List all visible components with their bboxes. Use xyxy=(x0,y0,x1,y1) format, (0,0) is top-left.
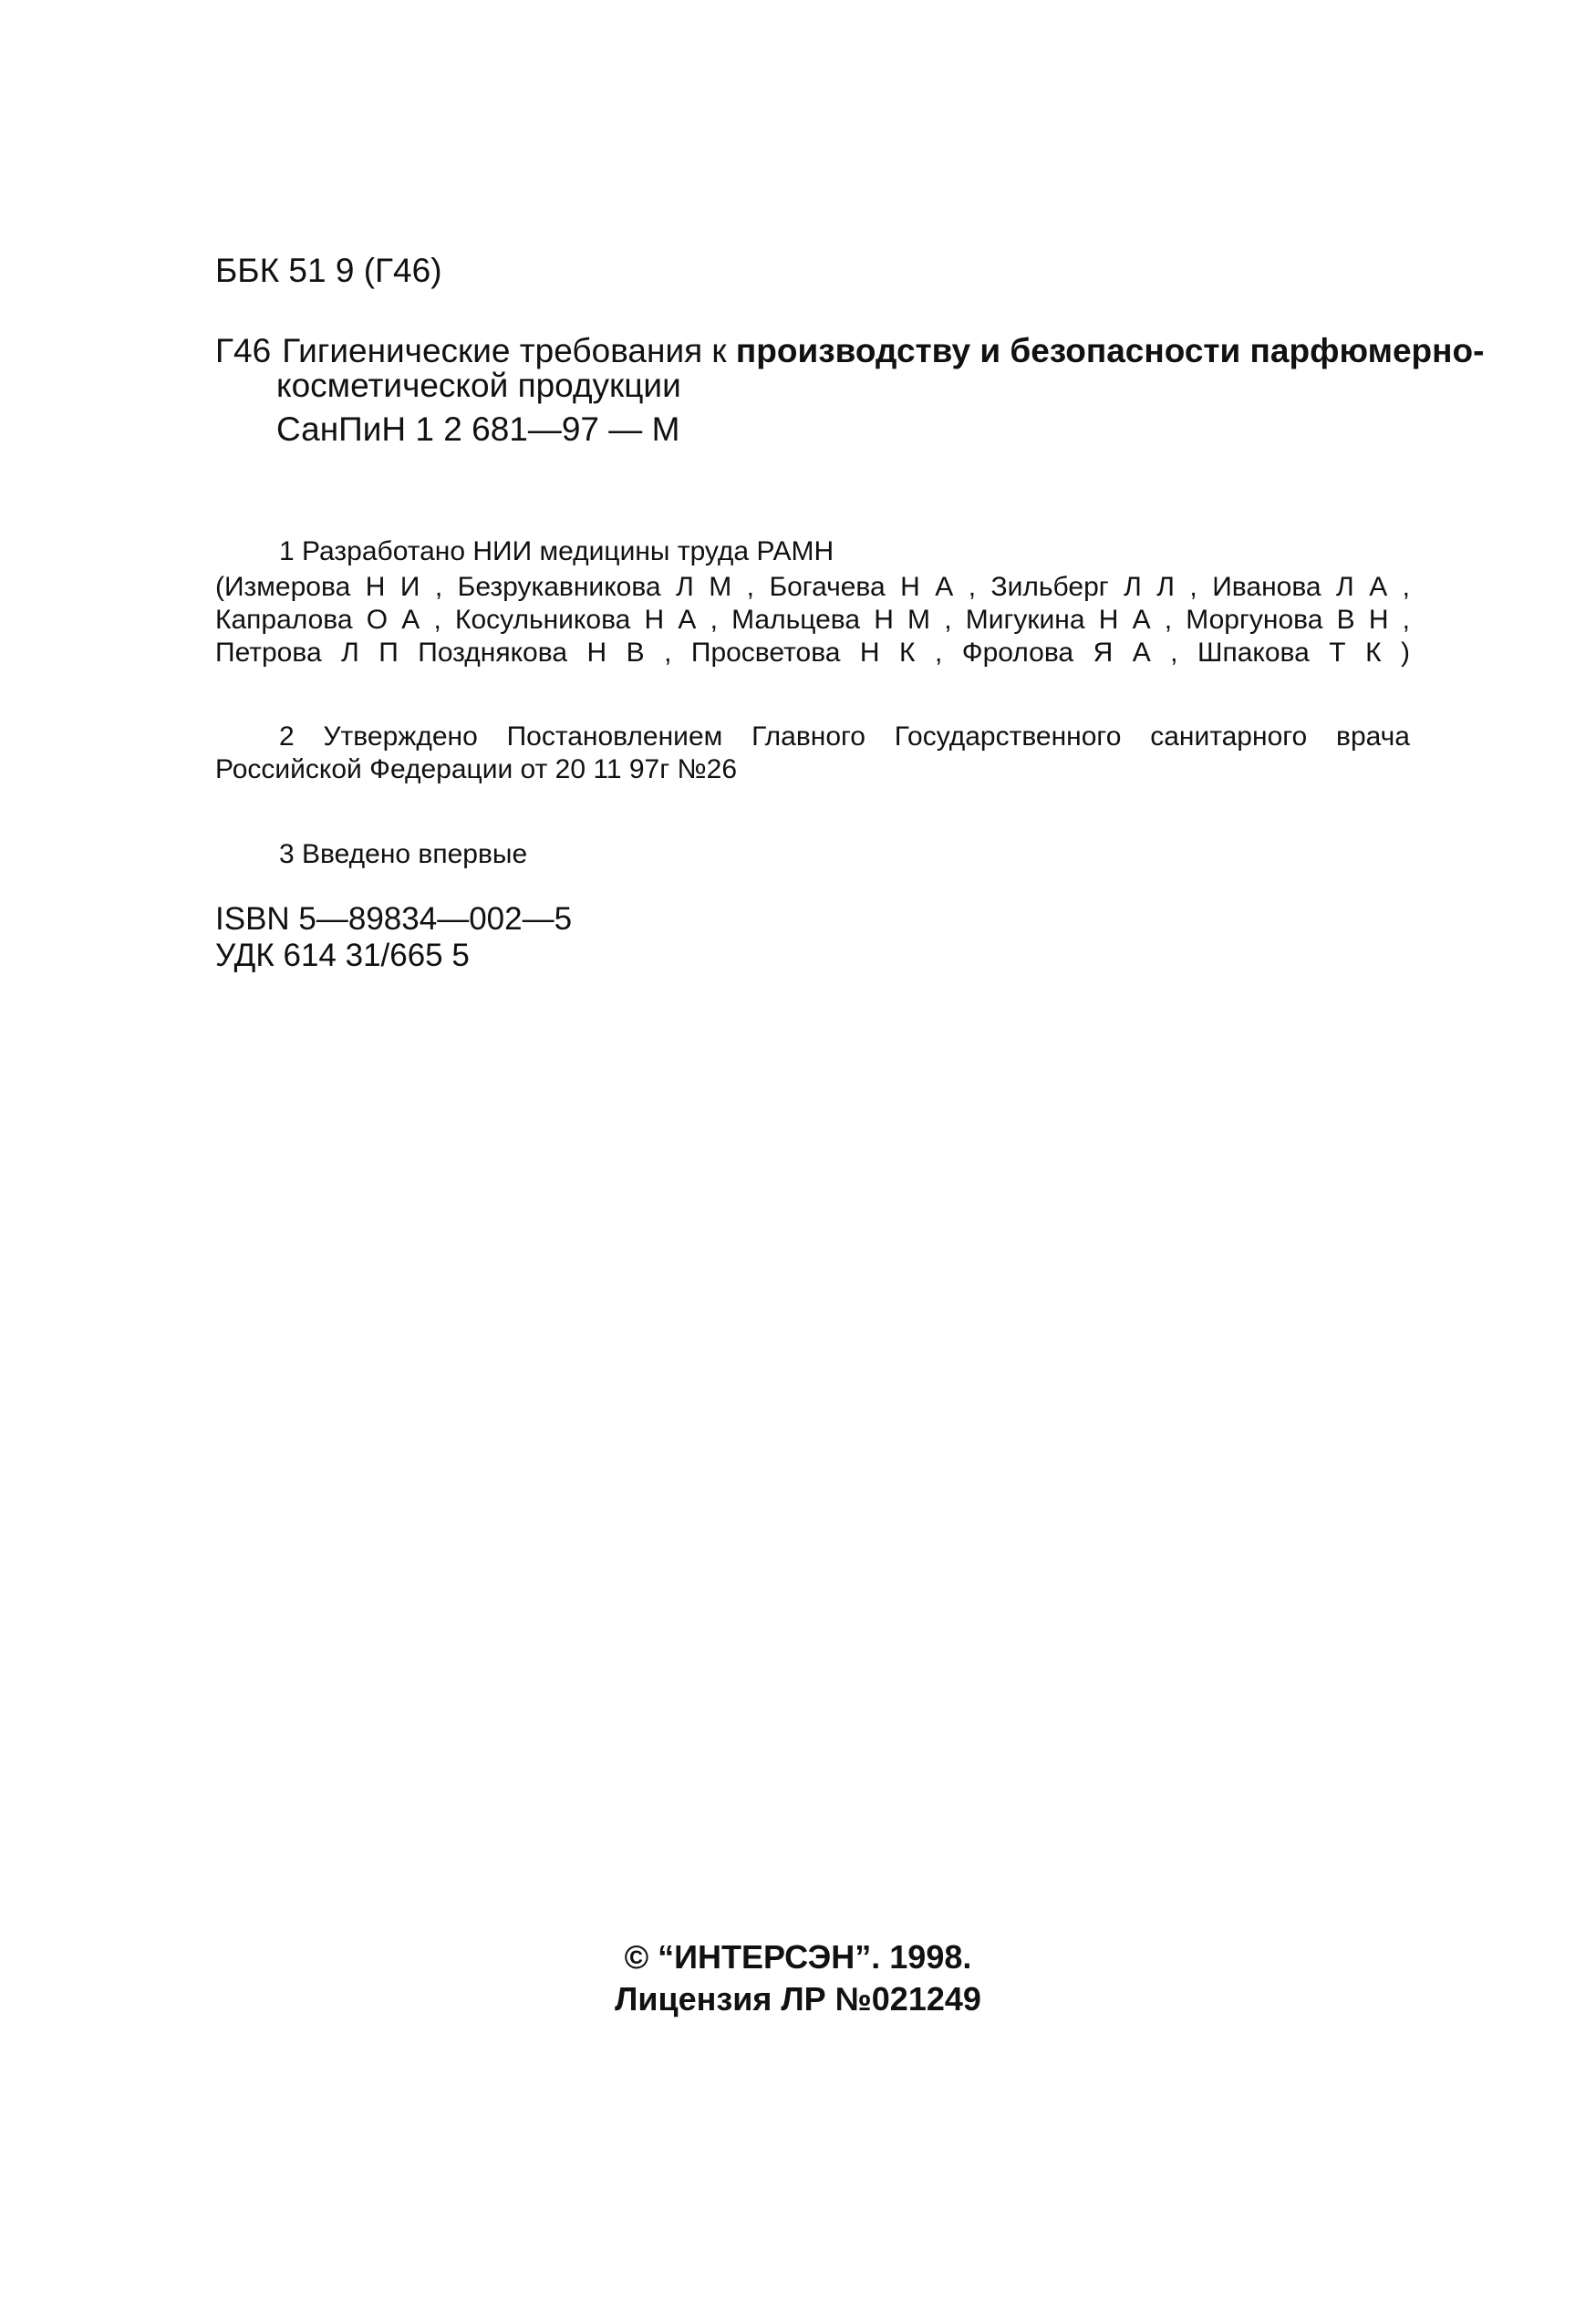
title-continuation: косметической продукции xyxy=(276,367,681,404)
authors-line: Капралова О А , Косульникова Н А , Мальцева Н М , Мигукина Н А , Моргунова В Н , xyxy=(215,605,1410,635)
item-2-approval xyxy=(215,721,1410,786)
license-number: Лицензия ЛР №021249 xyxy=(615,1980,981,2018)
item-1-authors xyxy=(215,571,1410,669)
title-index-code: Г46 xyxy=(215,332,272,369)
authors-line: Петрова Л П Позднякова Н В , Просветова Н К , Фролова Я А , Шпакова Т К ) xyxy=(215,638,1410,668)
bbk-code: ББК 51 9 (Г46) xyxy=(215,252,442,289)
approval-line: Российской Федерации от 20 11 97г №26 xyxy=(215,754,738,784)
title-text xyxy=(282,334,1484,368)
item-3-introduced: 3 Введено впервые xyxy=(279,839,528,869)
item-1-heading: 1 Разработано НИИ медицины труда РАМН xyxy=(279,536,834,566)
document-title xyxy=(215,334,1484,368)
approval-line: 2 Утверждено Постановлением Главного Государственного санитарного врача xyxy=(279,721,1410,752)
title-text-regular: Гигиенические требования к xyxy=(282,332,727,369)
udk-code: УДК 614 31/665 5 xyxy=(215,938,470,973)
copyright-notice: © “ИНТЕРСЭН”. 1998. xyxy=(624,1938,972,1976)
title-text-bold: производству и безопасности парфюмерно- xyxy=(735,332,1485,369)
isbn-number: ISBN 5—89834—002—5 xyxy=(215,901,573,937)
authors-line: (Измерова Н И , Безрукавникова Л М , Богачева Н А , Зильберг Л Л , Иванова Л А , xyxy=(215,572,1410,602)
sanpin-reference: СанПиН 1 2 681—97 — М xyxy=(276,410,680,448)
